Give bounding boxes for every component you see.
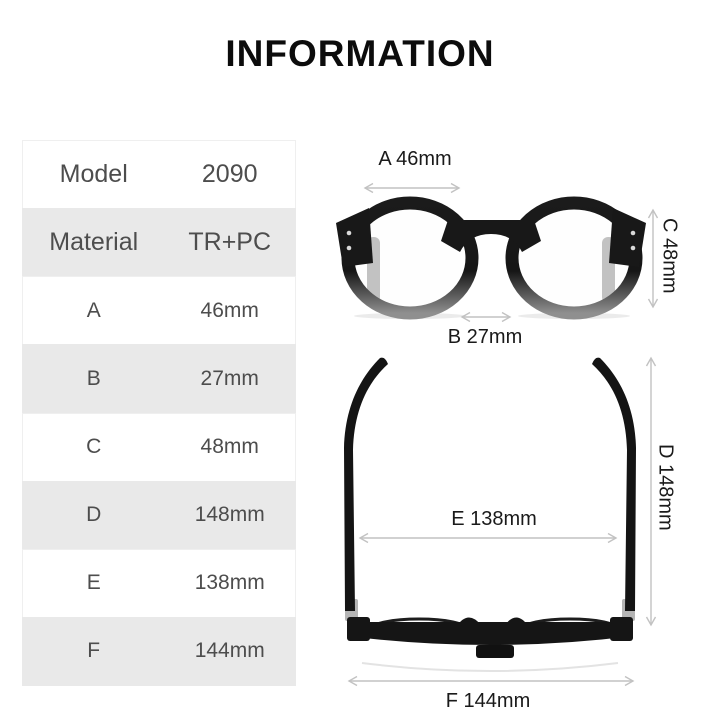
spec-table	[22, 140, 296, 686]
spec-label: B	[86, 366, 101, 390]
lens-width-label: A 46mm	[378, 148, 452, 170]
table-row	[22, 140, 296, 208]
lens-height-label: C 48mm	[658, 218, 681, 294]
spec-value: 148mm	[194, 503, 265, 527]
spec-label: F	[87, 639, 101, 663]
spec-value: 27mm	[200, 366, 259, 390]
spec-value: 2090	[201, 160, 258, 189]
spec-value: 144mm	[194, 639, 265, 663]
table-row	[22, 413, 296, 481]
spec-value: 46mm	[200, 298, 259, 322]
spec-label: A	[86, 298, 101, 322]
inner-width-arrow	[358, 532, 618, 544]
inner-width-label: E 138mm	[451, 508, 537, 530]
frame-width-label: F 144mm	[445, 690, 531, 712]
bridge-width-arrow	[460, 311, 512, 323]
bridge-width-label: B 27mm	[447, 326, 523, 348]
glasses-front-view	[334, 195, 648, 320]
table-row	[22, 549, 296, 617]
frame-width-arrow	[347, 675, 635, 687]
spec-label: D	[86, 503, 102, 527]
page-title: INFORMATION	[225, 33, 495, 74]
spec-label: C	[86, 435, 102, 459]
lens-width-arrow	[363, 182, 461, 194]
table-row	[22, 208, 296, 276]
table-row	[22, 344, 296, 412]
table-row	[22, 617, 296, 686]
spec-label: Model	[59, 160, 128, 189]
table-row	[22, 276, 296, 344]
temple-length-label: D 148mm	[654, 443, 677, 531]
spec-value: 48mm	[200, 435, 259, 459]
spec-label: Material	[49, 228, 139, 257]
table-row	[22, 481, 296, 549]
spec-value: TR+PC	[188, 228, 272, 257]
spec-value: 138mm	[194, 571, 265, 595]
spec-label: E	[86, 571, 101, 595]
